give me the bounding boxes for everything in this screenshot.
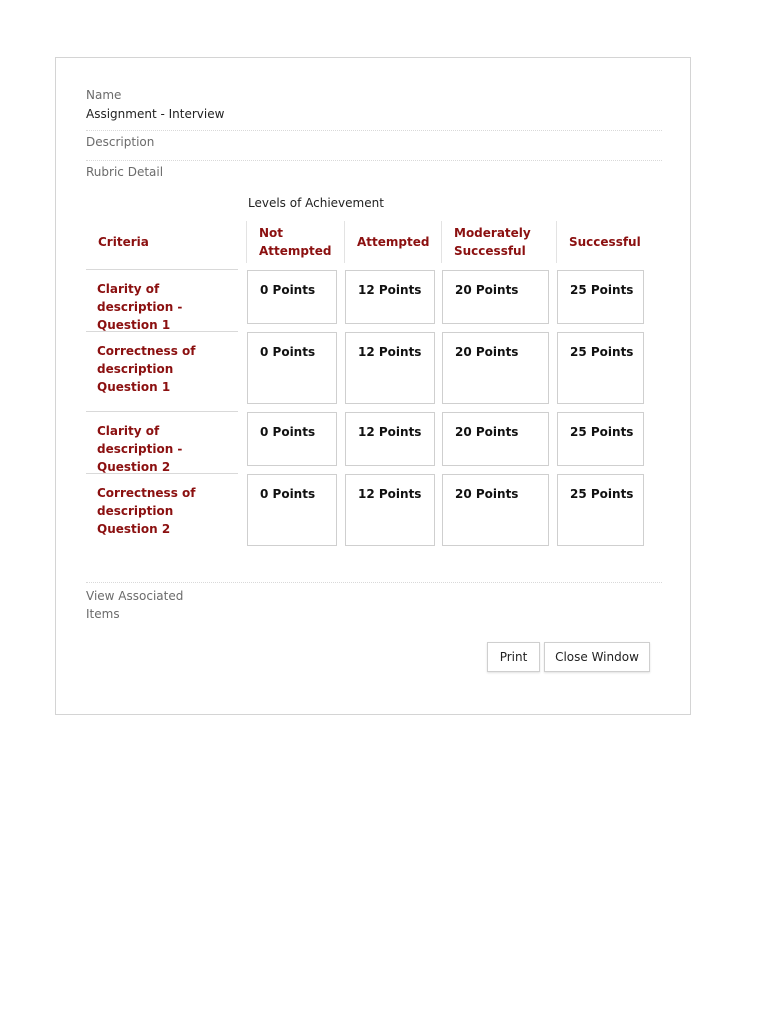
points-cell: 25 Points [557, 270, 644, 324]
criterion-row-3: Clarity of description - Question 2 [86, 411, 238, 465]
level-header-successful: Successful [556, 221, 648, 263]
description-label: Description [86, 135, 155, 149]
points-cell: 25 Points [557, 474, 644, 546]
points-cell: 12 Points [345, 270, 435, 324]
points-cell: 25 Points [557, 332, 644, 404]
level-header-attempted: Attempted [344, 221, 434, 263]
points-cell: 0 Points [247, 412, 337, 466]
view-associated-items-label: View Associated Items [86, 589, 184, 621]
points-cell: 0 Points [247, 270, 337, 324]
close-window-button[interactable]: Close Window [544, 642, 650, 672]
points-cell: 20 Points [442, 412, 549, 466]
divider [86, 160, 662, 161]
points-cell: 25 Points [557, 412, 644, 466]
rubric-detail-panel [55, 57, 691, 715]
level-header-not-attempted: Not Attempted [246, 221, 336, 263]
points-cell: 20 Points [442, 332, 549, 404]
points-cell: 12 Points [345, 332, 435, 404]
assignment-name: Assignment - Interview [86, 107, 225, 121]
levels-of-achievement-caption: Levels of Achievement [248, 196, 384, 210]
points-cell: 20 Points [442, 270, 549, 324]
rubric-table [86, 218, 648, 552]
criteria-header: Criteria [98, 235, 149, 249]
criterion-row-1: Clarity of description - Question 1 [86, 269, 238, 323]
points-cell: 0 Points [247, 332, 337, 404]
divider [86, 582, 662, 583]
divider [86, 130, 662, 131]
print-button[interactable]: Print [487, 642, 540, 672]
criterion-row-2: Correctness of description Question 1 [86, 331, 238, 403]
rubric-detail-label: Rubric Detail [86, 165, 164, 179]
points-cell: 12 Points [345, 412, 435, 466]
name-label: Name [86, 88, 122, 102]
points-cell: 20 Points [442, 474, 549, 546]
criterion-row-4: Correctness of description Question 2 [86, 473, 238, 545]
points-cell: 0 Points [247, 474, 337, 546]
points-cell: 12 Points [345, 474, 435, 546]
level-header-moderately-successful: Moderately Successful [441, 221, 548, 263]
